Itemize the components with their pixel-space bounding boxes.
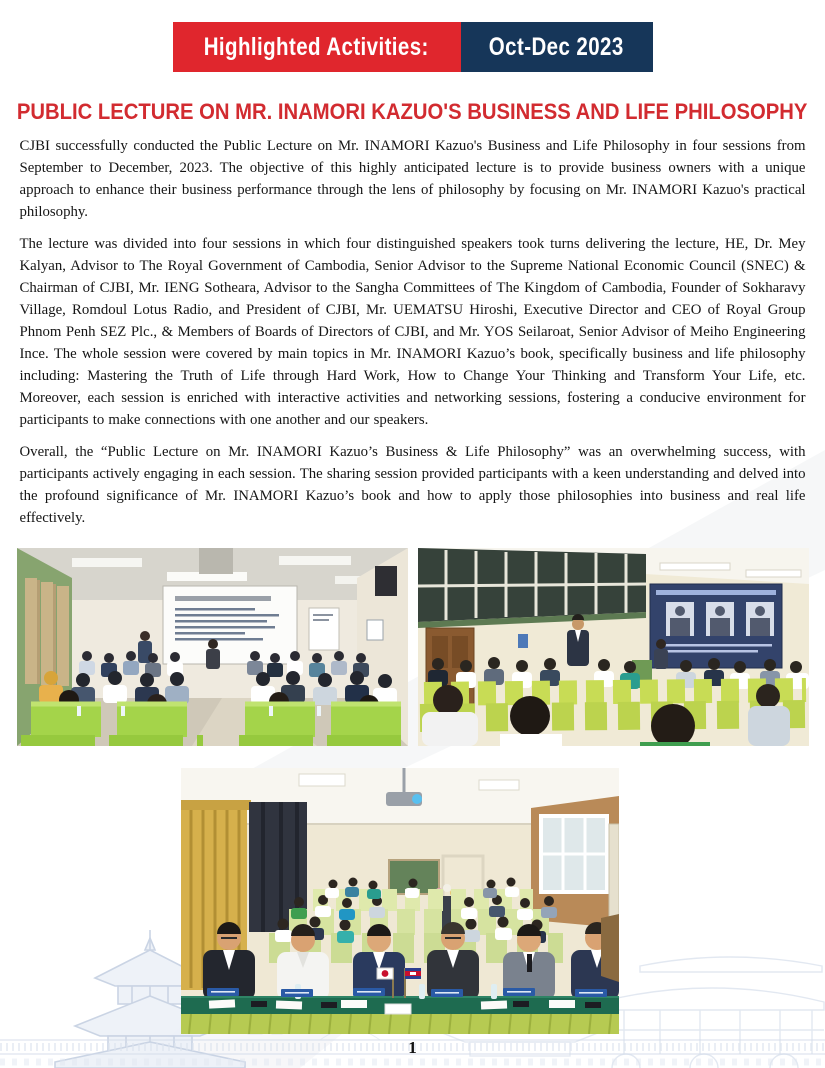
paragraph-1: CJBI successfully conducted the Public Lecture on Mr. INAMORI Kazuo's Business and Life Philosophy in four sessions from September to December, 2023. The objective of this highly anticipated lecture is to provide business owners with a unique approach to enhance their business performance through the lens of philosophy by focusing on Mr. INAMORI Kazuo's practical philosophy. — [19, 138, 806, 220]
wall-sign — [518, 634, 528, 648]
projector-mount — [199, 548, 233, 574]
projection-screen — [650, 584, 782, 668]
banner-right-label: Oct-Dec 2023 — [489, 32, 624, 61]
photo-lecture-session-right — [418, 548, 809, 746]
projection-screen — [163, 586, 297, 664]
paragraph-2: The lecture was divided into four sessions in which four distinguished speakers took turns delivering the lecture, HE, Dr. Mey Kalyan, Advisor to The Royal Government of Cambodia, Senior Advisor to the Supreme National Economic Council (SNEC) & Chairman of CJBI, Mr. IENG Sotheara, Advisor to the Sangha Committees of The Kingdom of Cambodia, Founder of Sokharavy Village, Romdoul Lotus Radio, and President of CJBI, Mr. UEMATSU Hiroshi, Executive Director and CEO of Royal Group Phnom Penh SEZ Plc., & Members of Boards of Directors of CJBI, and Mr. YOS Seilaroat, Senior Advisor of Meiho Engineering Ince. The whole session were covered by main topics in Mr. INAMORI Kazuo’s book, specifically business and life philosophy including: Mastering the Truth of Life through Hard Work, How to Change Your Thinking and Transform Your Life, etc. Moreover, each session is enriched with interactive activities and networking sessions, fostering a conducive environment for participants to make connections with one another and our speakers. — [19, 236, 806, 428]
curtains — [25, 578, 69, 686]
page-number: 1 — [408, 1038, 417, 1057]
header-banner — [0, 0, 825, 72]
paragraph-3: Overall, the “Public Lecture on Mr. INAMORI Kazuo’s Business & Life Philosophy” was an overwhelming success, with participants actively engaging in each session. The sharing session provided participants with a keen understanding and delved into the profound significance of Mr. INAMORI Kazuo’s book and how to apply those philosophies into business and real life effectively. — [19, 444, 806, 526]
moderator — [654, 639, 668, 669]
banner-left-label: Highlighted Activities: — [203, 32, 430, 61]
article-body — [20, 135, 806, 529]
banner-highlighted-activities — [173, 22, 461, 72]
banner-period — [461, 22, 653, 72]
photo-grid — [17, 548, 809, 746]
photo-lecture-session-left — [17, 548, 408, 746]
flipchart — [309, 608, 339, 650]
window-band — [418, 548, 646, 628]
picture-frame — [367, 620, 383, 640]
article-title: PUBLIC LECTURE ON MR. INAMORI KAZUO'S BUSINESS AND LIFE PHILOSOPHY — [17, 99, 808, 124]
photo-group-head-table — [181, 768, 619, 1034]
wall-speaker — [375, 566, 397, 596]
podium — [601, 914, 619, 982]
